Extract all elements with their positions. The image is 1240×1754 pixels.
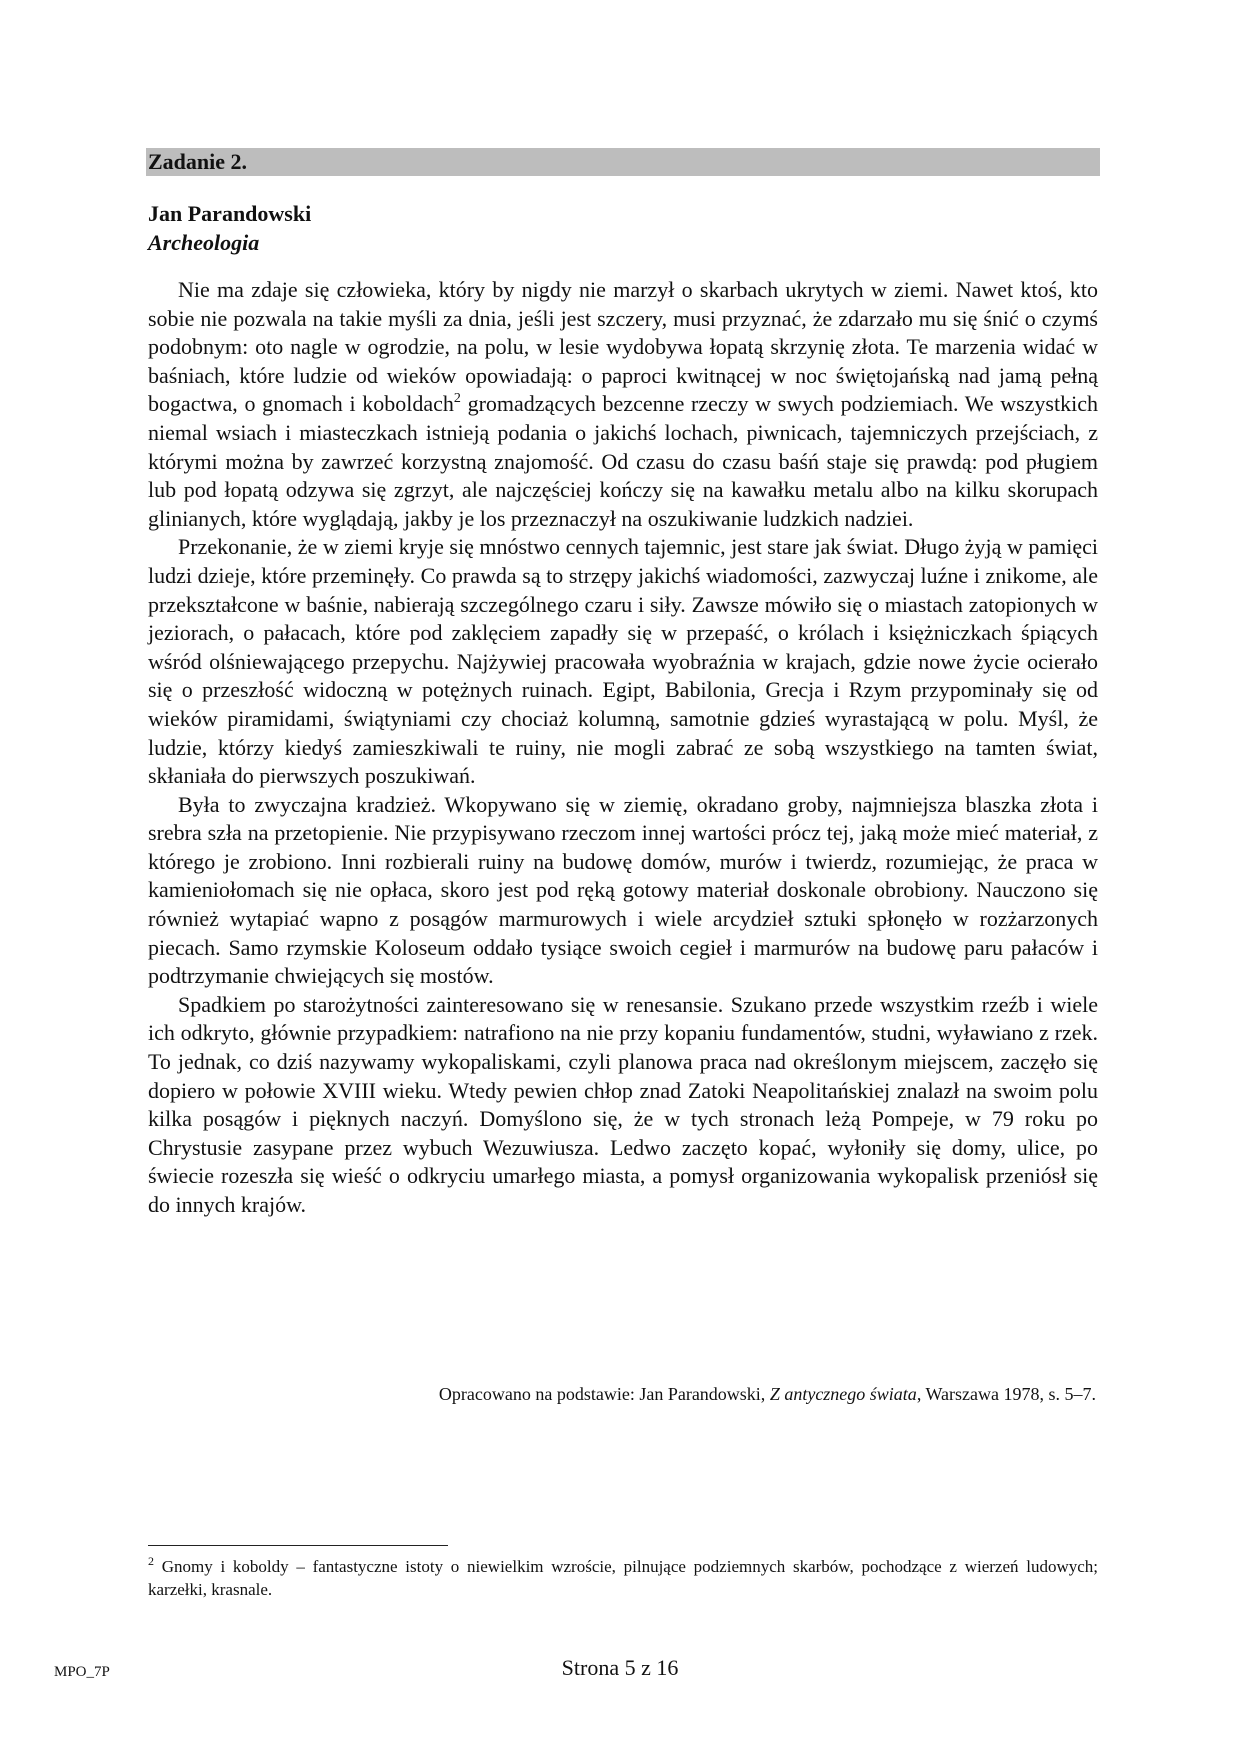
work-title: Archeologia <box>148 230 260 255</box>
paragraph-1 <box>148 276 1098 533</box>
paragraph-1-part-1: Nie ma zdaje się człowieka, który by nigdy nie marzył o skarbach ukrytych w ziemi. Nawet ktoś, kto sobie nie pozwala na takie myśli za dnia, jeśli jest szczery, musi przyznać, że zdarzało mu się śnić o czymś podobnym: oto nagle w ogrodzie, na polu, w lesie wydobywa łopatą skrzynię złota. Te marzenia widać w baśniach, które ludzie od wieków opowiadają: o paproci kwitnącej w noc świętojańską nad jamą pełną bogactwa, o gnomach i koboldach <box>148 277 1098 417</box>
page-number: Strona 5 z 16 <box>561 1655 679 1680</box>
source-citation <box>148 1382 1096 1406</box>
paragraph-1-part-2: gromadzących bezcenne rzeczy w swych podziemiach. We wszystkich niemal wsiach i miasteczkach istnieją podania o jakichś lochach, piwnicach, tajemniczych przejściach, z którymi można by zawrzeć korzystną znajomość. Od czasu do czasu baśń staje się prawdą: pod pługiem lub pod łopatą odzywa się zgrzyt, ale najczęściej kończy się na kawałku metalu albo na kilku skorupach glinianych, które wyglądają, jakby je los przeznaczył na oszukiwanie ludzkich nadziei. <box>148 391 1098 531</box>
footnote-text: Gnomy i koboldy – fantastyczne istoty o niewielkim wzroście, pilnujące podziemnych skarbów, pochodzące z wierzeń ludowych; karzełki, krasnale. <box>148 1557 1098 1599</box>
source-prefix: Opracowano na podstawie: Jan Parandowski, <box>438 1384 770 1404</box>
footnote-mark: 2 <box>148 1554 154 1568</box>
passage-text <box>148 276 1098 1220</box>
paragraph-4: Spadkiem po starożytności zainteresowano się w renesansie. Szukano przede wszystkim rzeźb i wiele ich odkryto, głównie przypadkiem: natrafiono na nie przy kopaniu fundamentów, studni, wyławiano z rzek. To jednak, co dziś nazywamy wykopaliskami, czyli planowa praca nad określonym miejscem, zaczęło się dopiero w połowie XVIII wieku. Wtedy pewien chłop znad Zatoki Neapolitańskiej znalazł na swoim polu kilka posągów i pięknych naczyń. Domyślono się, że w tych stronach leżą Pompeje, w 79 roku po Chrystusie zasypane przez wybuch Wezuwiusza. Ledwo zaczęto kopać, wyłoniły się domy, ulice, po świecie rozeszła się wieść o odkryciu umarłego miasta, a pomysł organizowania wykopalisk przeniósł się do innych krajów. <box>148 991 1098 1217</box>
task-header-bar <box>146 148 1100 176</box>
task-header-label: Zadanie 2. <box>148 149 248 174</box>
source-suffix: , Warszawa 1978, s. 5–7. <box>916 1384 1096 1404</box>
source-book-title: Z antycznego świata <box>769 1384 917 1404</box>
paragraph-2: Przekonanie, że w ziemi kryje się mnóstwo cennych tajemnic, jest stare jak świat. Długo żyją w pamięci ludzi dzieje, które przeminęły. Co prawda są to strzępy jakichś wiadomości, zazwyczaj luźne i znikome, ale przekształcone w baśnie, nabierają szczególnego czaru i siły. Zawsze mówiło się o miastach zatopionych w jeziorach, o pałacach, które pod zaklęciem zapadły się w przepaść, o królach i księżniczkach śpiących wśród olśniewającego przepychu. Najżywiej pracowała wyobraźnia w krajach, gdzie nowe życie ocierało się o przeszłość widoczną w potężnych ruinach. Egipt, Babilonia, Grecja i Rzym przypominały się od wieków piramidami, świątyniami czy chociaż kolumną, samotnie gdzieś wyrastającą w polu. Myśl, że ludzie, którzy kiedyś zamieszkiwali te ruiny, nie mogli zabrać ze sobą wszystkiego na tamten świat, skłaniała do pierwszych poszukiwań. <box>148 534 1098 789</box>
exam-code: MPO_7P <box>54 1664 110 1680</box>
footnote-divider <box>148 1545 448 1546</box>
paragraph-3: Była to zwyczajna kradzież. Wkopywano się w ziemię, okradano groby, najmniejsza blaszka złota i srebra szła na przetopienie. Nie przypisywano rzeczom innej wartości prócz tej, jaką może mieć materiał, z którego je zrobiono. Inni rozbierali ruiny na budowę domów, murów i twierdz, rozumiejąc, że praca w kamieniołomach się nie opłaca, skoro jest pod ręką gotowy materiał doskonale obrobiony. Nauczono się również wytapiać wapno z posągów marmurowych i wiele arcydzieł sztuki spłonęło w rozżarzonych piecach. Samo rzymskie Koloseum oddało tysiące swoich cegieł i marmurów na budowę paru pałaców i podtrzymanie chwiejących się mostów. <box>148 791 1098 989</box>
author-name: Jan Parandowski <box>148 201 312 226</box>
footnote-reference: 2 <box>453 391 461 407</box>
footnote <box>148 1555 1098 1601</box>
